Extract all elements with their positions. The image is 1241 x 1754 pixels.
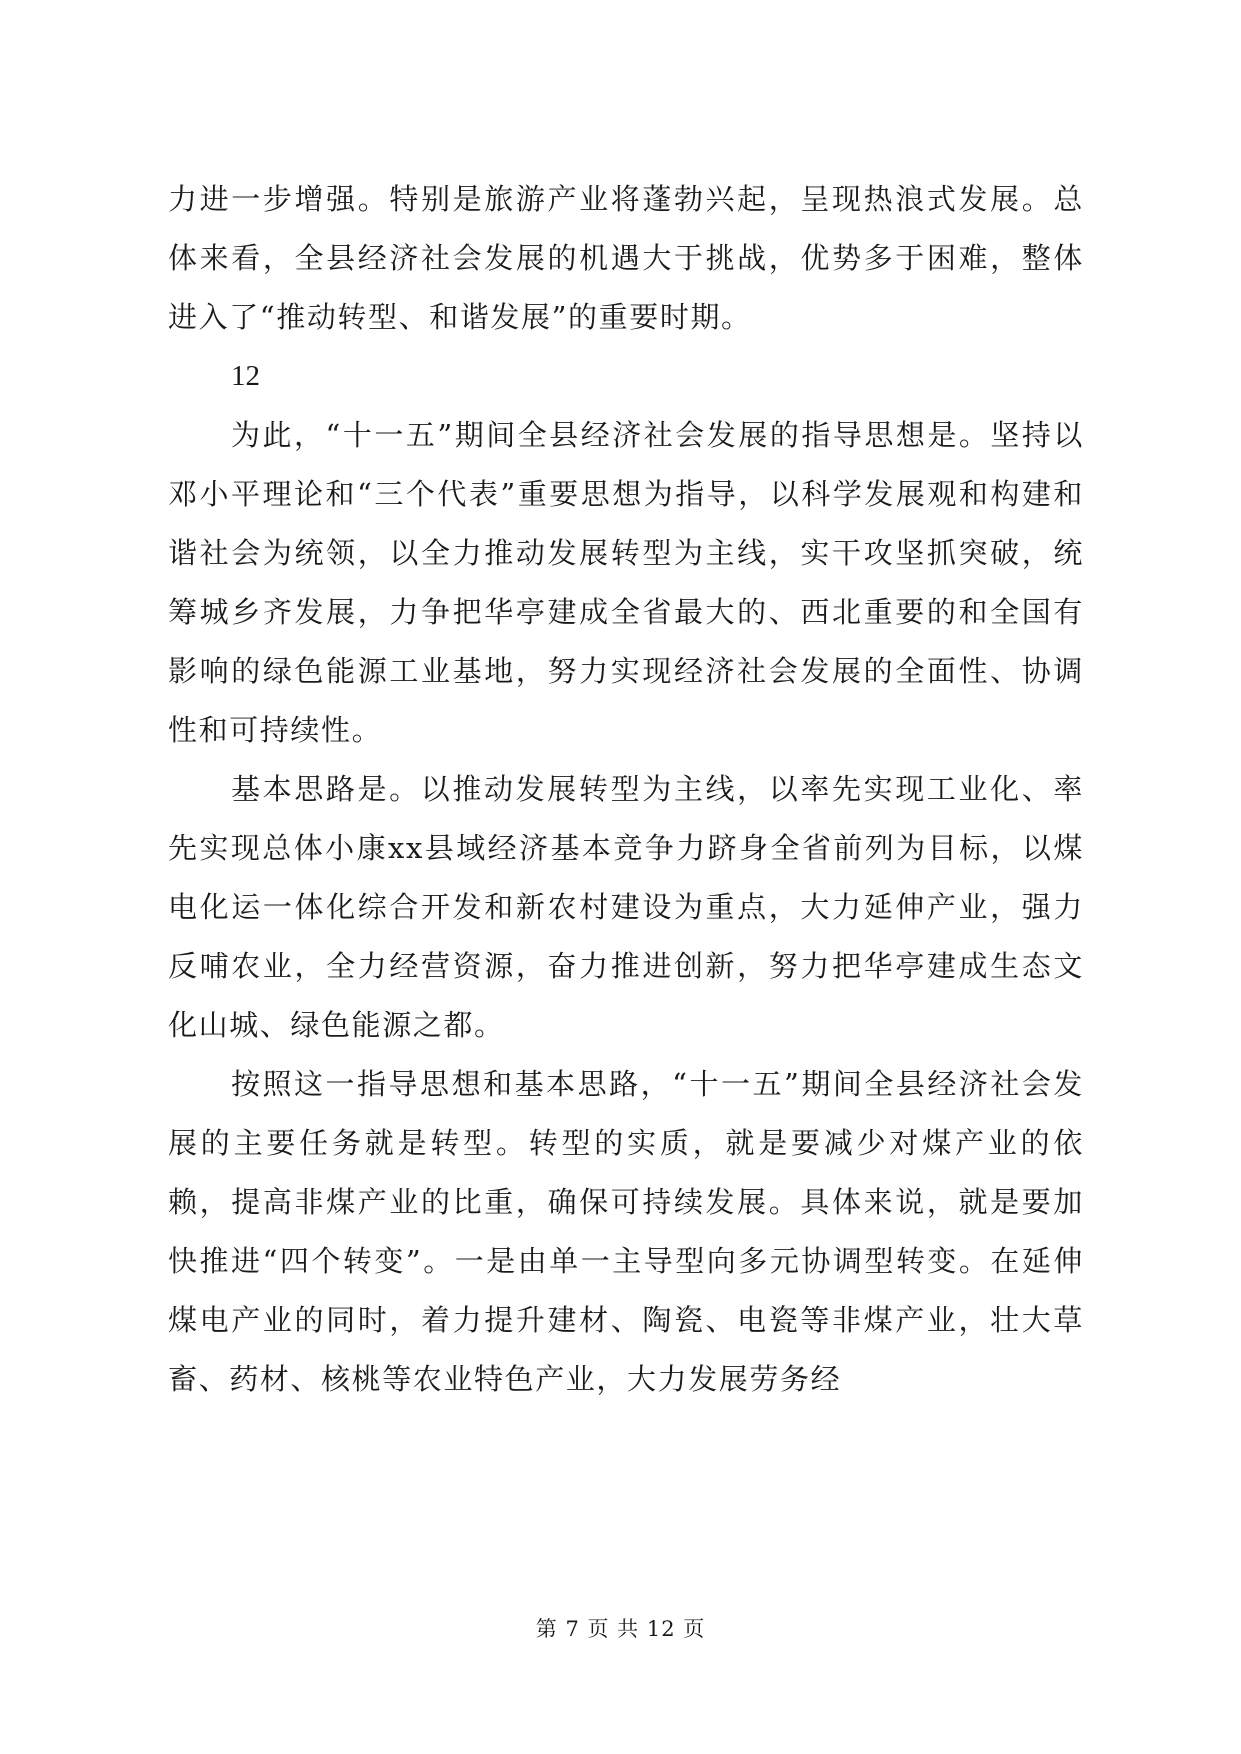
- paragraph-number: 12: [231, 360, 260, 392]
- document-body: [168, 170, 1084, 1409]
- paragraph-main-tasks: 按照这一指导思想和基本思路，“十一五”期间全县经济社会发展的主要任务就是转型。转型的实质，就是要减少对煤产业的依赖，提高非煤产业的比重，确保可持续发展。具体来说，就是要加快推进“四个转变”。一是由单一主导型向多元协调型转变。在延伸煤电产业的同时，着力提升建材、陶瓷、电瓷等非煤产业，壮大草畜、药材、核桃等农业特色产业，大力发展劳务经: [168, 1067, 1084, 1396]
- paragraph-continuation: 力进一步增强。特别是旅游产业将蓬勃兴起，呈现热浪式发展。总体来看，全县经济社会发展的机遇大于挑战，优势多于困难，整体进入了“推动转型、和谐发展”的重要时期。: [168, 182, 1084, 334]
- paragraph-basic-approach: 基本思路是。以推动发展转型为主线，以率先实现工业化、率先实现总体小康xx县域经济基本竞争力跻身全省前列为目标，以煤电化运一体化综合开发和新农村建设为重点，大力延伸产业，强力反哺农业，全力经营资源，奋力推进创新，努力把华亭建成生态文化山城、绿色能源之都。: [168, 772, 1084, 1042]
- paragraph-guiding-ideology: 为此，“十一五”期间全县经济社会发展的指导思想是。坚持以邓小平理论和“三个代表”重要思想为指导，以科学发展观和构建和谐社会为统领，以全力推动发展转型为主线，实干攻坚抓突破，统筹城乡齐发展，力争把华亭建成全省最大的、西北重要的和全国有影响的绿色能源工业基地，努力实现经济社会发展的全面性、协调性和可持续性。: [168, 418, 1084, 747]
- page-footer: 第 7 页 共 12 页: [535, 1617, 706, 1641]
